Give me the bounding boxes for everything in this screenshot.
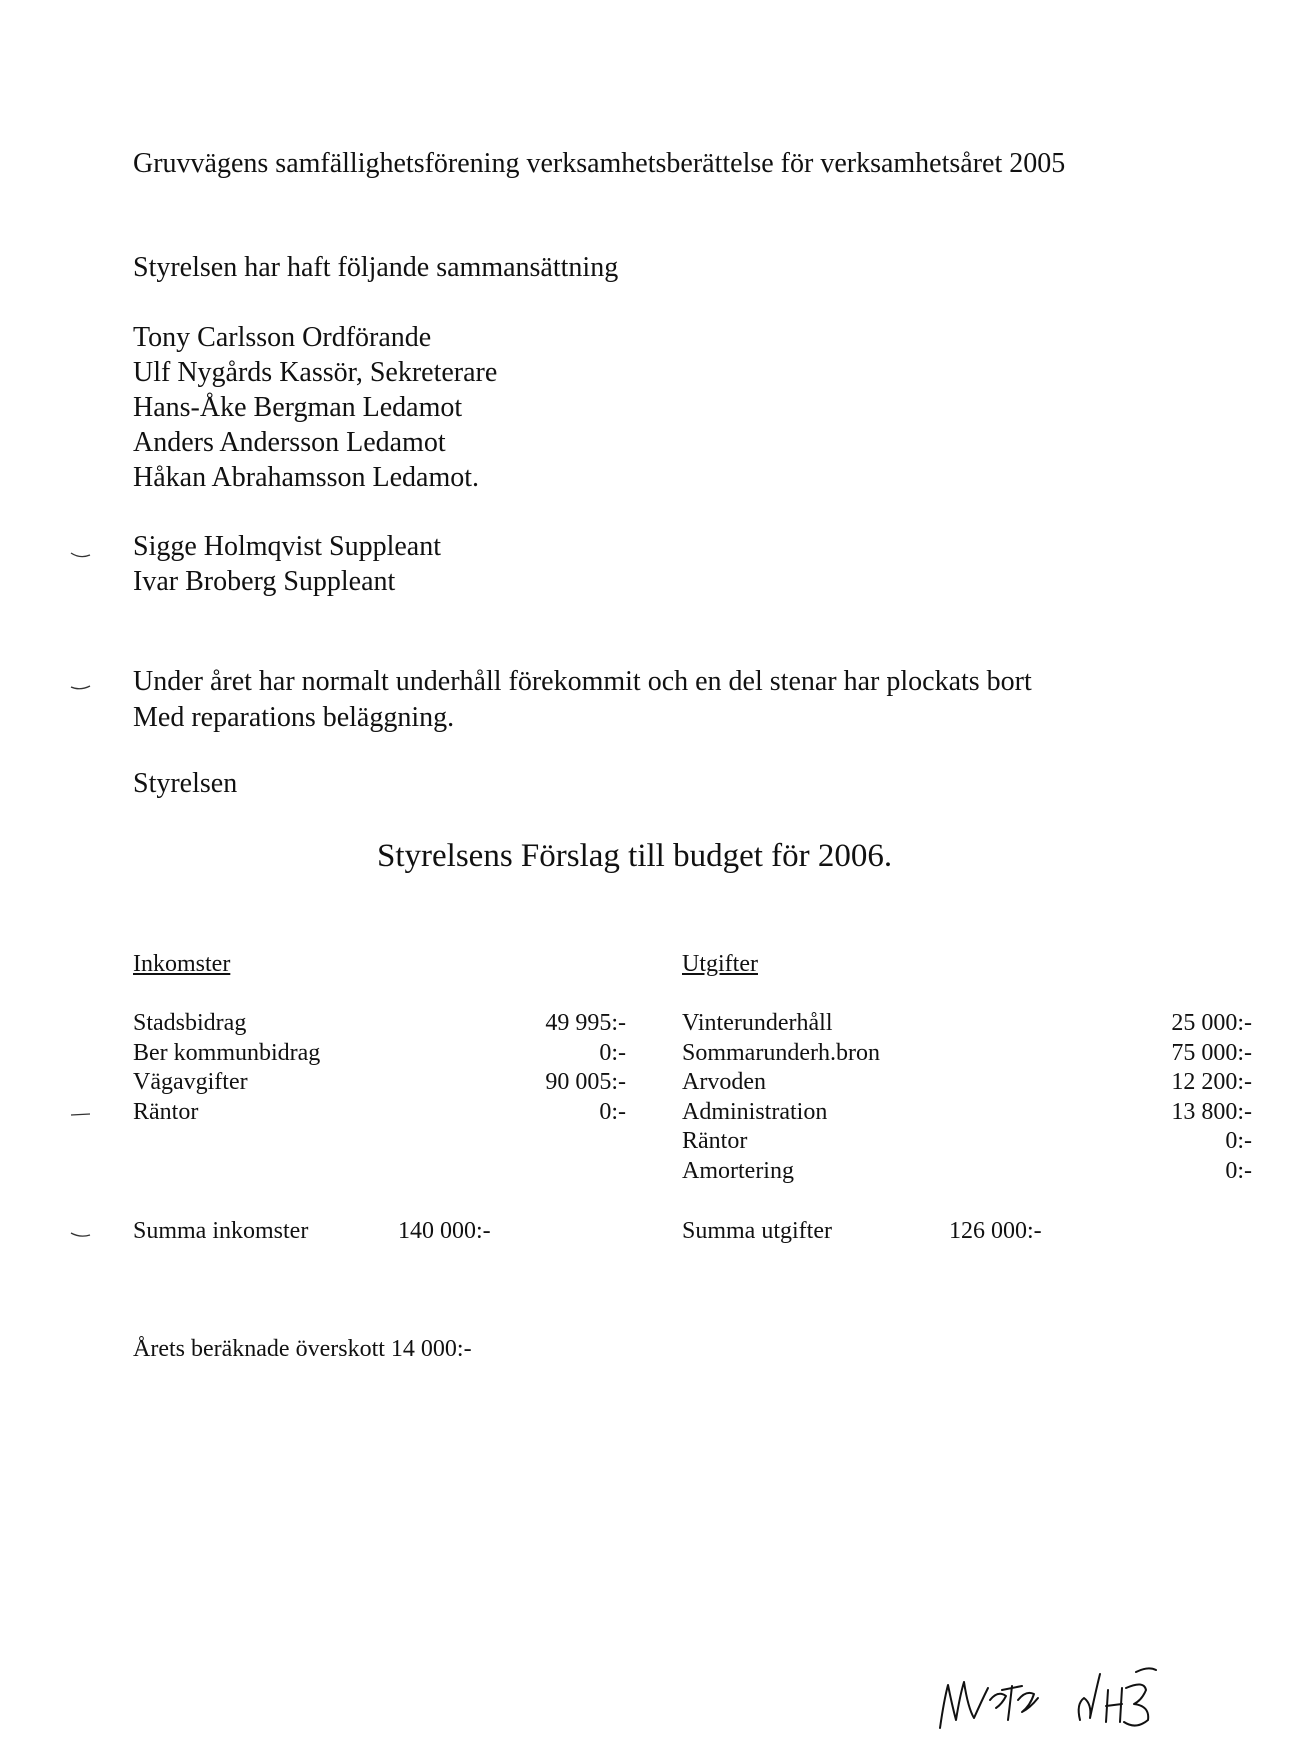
- row-amount: 0:-: [1225, 1128, 1252, 1154]
- deputies-list: [133, 529, 441, 599]
- row-amount: 49 995:-: [545, 1010, 626, 1036]
- margin-tick-mark: [70, 550, 92, 560]
- row-amount: 0:-: [1225, 1157, 1252, 1184]
- signature-text: Styrelsen: [133, 768, 238, 799]
- row-amount: 12 200:-: [1171, 1069, 1252, 1095]
- list-item: Ivar Broberg Suppleant: [133, 566, 396, 597]
- income-table: [133, 1010, 626, 1128]
- list-item: Ulf Nygårds Kassör, Sekreterare: [133, 357, 498, 388]
- table-row: [133, 1039, 626, 1070]
- row-label: Ber kommunbidrag: [133, 1039, 321, 1066]
- report-line: Med reparations beläggning.: [133, 702, 455, 733]
- table-row: [133, 1010, 626, 1040]
- expense-heading: Utgifter: [682, 951, 758, 977]
- row-label: Räntor: [133, 1098, 199, 1125]
- table-row: [682, 1157, 1252, 1188]
- income-sum-amount: 140 000:-: [398, 1218, 491, 1244]
- row-label: Räntor: [682, 1128, 748, 1154]
- margin-tick-mark: [70, 683, 92, 693]
- table-row: [133, 1098, 626, 1129]
- row-amount: 25 000:-: [1171, 1010, 1252, 1036]
- row-label: Stadsbidrag: [133, 1010, 247, 1036]
- list-item: Tony Carlsson Ordförande: [133, 322, 432, 353]
- expense-sum-label: Summa utgifter: [682, 1218, 832, 1244]
- table-row: [682, 1069, 1252, 1099]
- income-sum-label: Summa inkomster: [133, 1218, 309, 1244]
- handwritten-signature: [930, 1660, 1200, 1735]
- income-heading: Inkomster: [133, 951, 231, 977]
- row-label: Vinterunderhåll: [682, 1010, 833, 1036]
- budget-title: Styrelsens Förslag till budget för 2006.: [377, 838, 893, 874]
- list-item: Håkan Abrahamsson Ledamot.: [133, 462, 480, 493]
- table-row: [682, 1098, 1252, 1129]
- row-label: Administration: [682, 1098, 828, 1125]
- annual-report-text: [133, 664, 1032, 736]
- row-amount: 13 800:-: [1171, 1098, 1252, 1125]
- row-label: Amortering: [682, 1157, 794, 1184]
- table-row: [133, 1069, 626, 1099]
- row-label: Vägavgifter: [133, 1069, 248, 1095]
- table-row: [682, 1128, 1252, 1158]
- board-heading: Styrelsen har haft följande sammansättning: [133, 252, 619, 283]
- expense-sum-amount: 126 000:-: [949, 1218, 1042, 1244]
- surplus-text: Årets beräknade överskott 14 000:-: [133, 1336, 472, 1362]
- row-amount: 75 000:-: [1171, 1039, 1252, 1066]
- row-amount: 0:-: [599, 1098, 626, 1125]
- list-item: Hans-Åke Bergman Ledamot: [133, 392, 463, 423]
- list-item: Anders Andersson Ledamot: [133, 427, 446, 458]
- margin-tick-mark: [70, 1230, 92, 1240]
- row-amount: 90 005:-: [545, 1069, 626, 1095]
- row-label: Sommarunderh.bron: [682, 1039, 880, 1066]
- board-members-list: [133, 320, 497, 495]
- table-row: [682, 1039, 1252, 1070]
- table-row: [682, 1010, 1252, 1040]
- margin-tick-mark: [70, 1110, 92, 1120]
- document-title: Gruvvägens samfällighetsförening verksamhetsberättelse för verksamhetsåret 2005: [133, 148, 1066, 179]
- row-label: Arvoden: [682, 1069, 766, 1095]
- list-item: Sigge Holmqvist Suppleant: [133, 531, 441, 562]
- expense-table: [682, 1010, 1252, 1187]
- row-amount: 0:-: [599, 1039, 626, 1066]
- report-line: Under året har normalt underhåll förekommit och en del stenar har plockats bort: [133, 666, 1032, 697]
